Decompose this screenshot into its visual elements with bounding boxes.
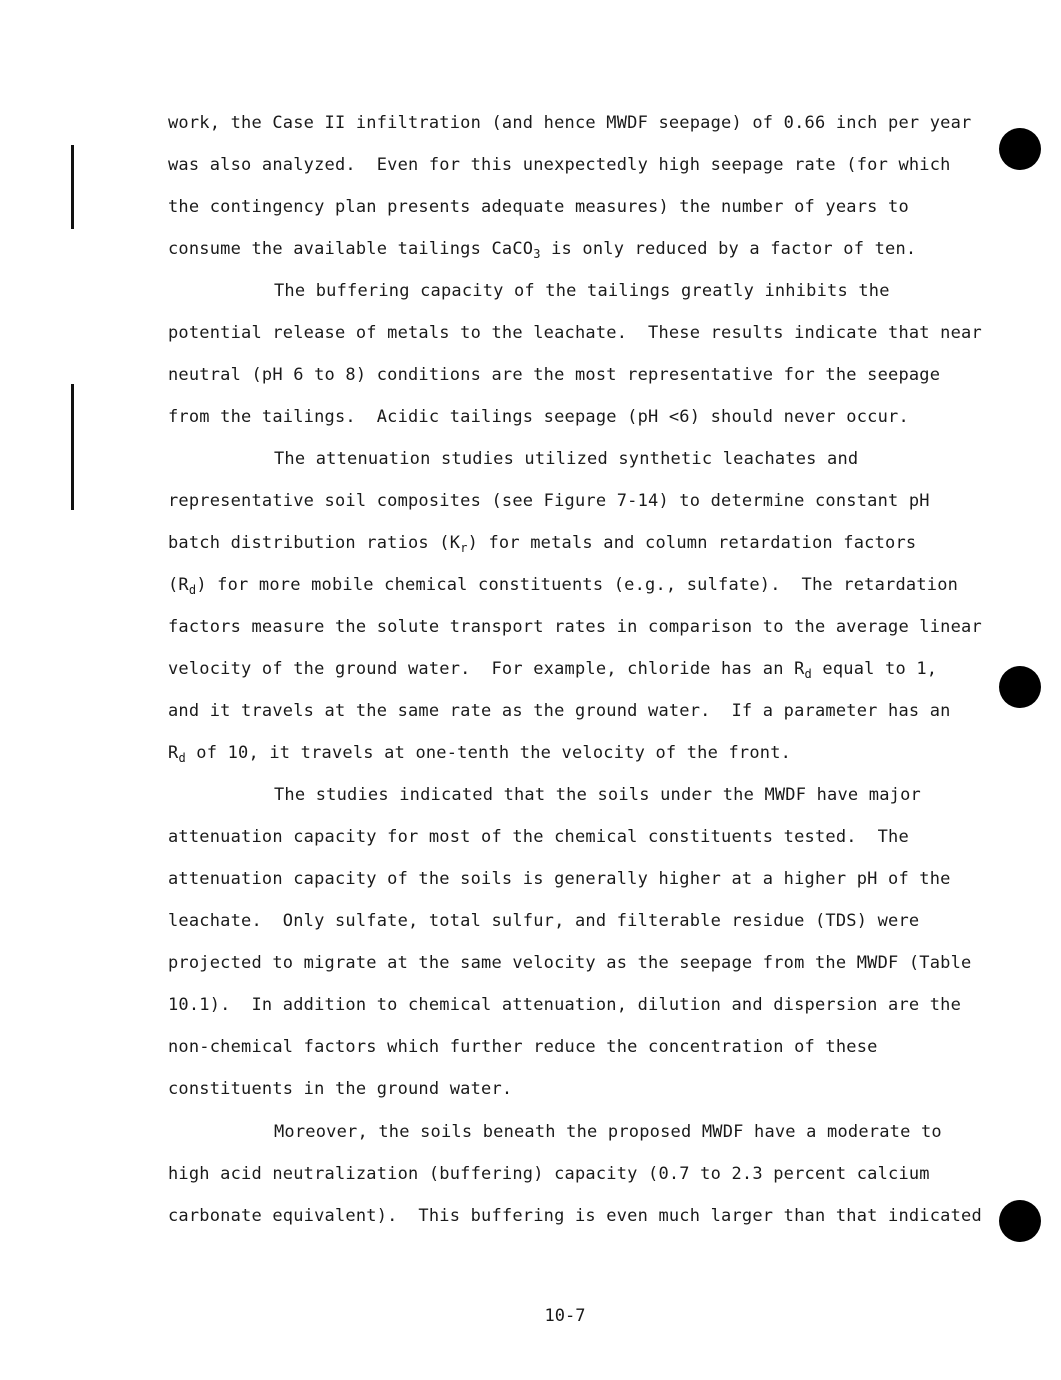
subscript: d — [804, 667, 812, 681]
text-line: potential release of metals to the leachate. These results indicate that near — [168, 323, 982, 343]
text-line: attenuation capacity of the soils is generally higher at a higher pH of the — [168, 869, 951, 889]
text-line: carbonate equivalent). This buffering is even much larger than that indicated — [168, 1206, 982, 1226]
text-line — [168, 574, 958, 596]
text-line: constituents in the ground water. — [168, 1079, 513, 1099]
text-segment: equal to 1, — [811, 659, 938, 679]
margin-dot — [999, 1200, 1041, 1242]
text-line: leachate. Only sulfate, total sulfur, and filterable residue (TDS) were — [168, 911, 920, 931]
margin-dot — [999, 666, 1041, 708]
text-line: The buffering capacity of the tailings greatly inhibits the — [274, 281, 890, 301]
text-line: and it travels at the same rate as the ground water. If a parameter has an — [168, 701, 951, 721]
text-segment: ) for more mobile chemical constituents (e.g., sulfate). The retardation — [196, 575, 959, 595]
text-line: non-chemical factors which further reduce the concentration of these — [168, 1037, 878, 1057]
text-segment: is only reduced by a factor of ten. — [540, 239, 917, 259]
text-segment: consume the available tailings CaCO — [168, 239, 534, 259]
text-line — [168, 658, 937, 680]
text-line: high acid neutralization (buffering) capacity (0.7 to 2.3 percent calcium — [168, 1164, 930, 1184]
subscript: d — [178, 751, 186, 765]
text-line: attenuation capacity for most of the chemical constituents tested. The — [168, 827, 909, 847]
text-line: neutral (pH 6 to 8) conditions are the most representative for the seepage — [168, 365, 941, 385]
margin-dot — [999, 128, 1041, 170]
subscript: 3 — [533, 247, 541, 261]
text-line: Moreover, the soils beneath the proposed MWDF have a moderate to — [274, 1122, 942, 1142]
text-line — [168, 742, 791, 764]
text-line: work, the Case II infiltration (and hence MWDF seepage) of 0.66 inch per year — [168, 113, 972, 133]
text-line: The studies indicated that the soils under the MWDF have major — [274, 785, 921, 805]
text-segment: (R — [168, 575, 189, 595]
text-line — [168, 238, 916, 260]
subscript: d — [188, 583, 197, 597]
text-segment: ) for metals and column retardation factors — [467, 533, 917, 553]
text-line: was also analyzed. Even for this unexpectedly high seepage rate (for which — [168, 155, 951, 175]
revision-bar — [71, 145, 74, 229]
page-number: 10-7 — [544, 1306, 586, 1326]
text-line: from the tailings. Acidic tailings seepage (pH <6) should never occur. — [168, 407, 909, 427]
text-line: The attenuation studies utilized synthetic leachates and — [274, 449, 859, 469]
text-line — [168, 532, 916, 554]
text-line: representative soil composites (see Figure 7-14) to determine constant pH — [168, 491, 930, 511]
text-segment: R — [168, 743, 179, 763]
revision-bar — [71, 384, 74, 510]
text-line: the contingency plan presents adequate measures) the number of years to — [168, 197, 909, 217]
text-line: factors measure the solute transport rates in comparison to the average linear — [168, 617, 982, 637]
text-line: 10.1). In addition to chemical attenuation, dilution and dispersion are the — [168, 995, 962, 1015]
text-segment: velocity of the ground water. For example, chloride has an R — [168, 659, 805, 679]
text-segment: batch distribution ratios (K — [168, 533, 461, 553]
subscript: r — [460, 541, 468, 555]
text-segment: of 10, it travels at one-tenth the velocity of the front. — [185, 743, 792, 763]
text-line: projected to migrate at the same velocity as the seepage from the MWDF (Table — [168, 953, 972, 973]
